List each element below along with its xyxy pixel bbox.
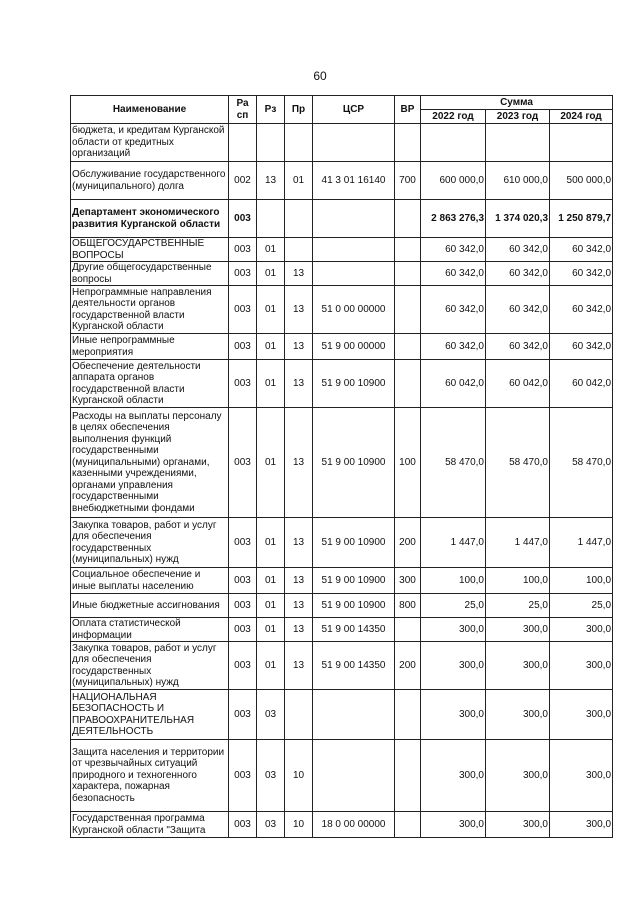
row-sum-2022: 60 342,0	[421, 262, 486, 286]
row-sum-2023: 60 042,0	[486, 360, 550, 408]
row-vr	[395, 334, 421, 360]
row-name: Департамент экономического развития Курганской области	[71, 200, 229, 238]
row-sum-2024: 300,0	[550, 642, 613, 690]
row-sum-2022: 2 863 276,3	[421, 200, 486, 238]
row-rasp: 003	[229, 518, 257, 568]
row-sum-2024: 60 042,0	[550, 360, 613, 408]
row-vr: 200	[395, 518, 421, 568]
row-name: Оплата статистической информации	[71, 618, 229, 642]
row-vr: 800	[395, 594, 421, 618]
table-row	[71, 238, 613, 262]
row-name: Иные бюджетные ассигнования	[71, 594, 229, 618]
row-pr: 13	[285, 286, 313, 334]
row-pr: 10	[285, 812, 313, 838]
row-vr	[395, 238, 421, 262]
row-rasp: 003	[229, 408, 257, 518]
row-vr: 100	[395, 408, 421, 518]
row-sum-2024: 300,0	[550, 812, 613, 838]
row-sum-2023: 60 342,0	[486, 286, 550, 334]
table-row	[71, 690, 613, 740]
row-sum-2024: 25,0	[550, 594, 613, 618]
row-vr	[395, 740, 421, 812]
page-number: 60	[313, 69, 327, 83]
row-rz: 01	[257, 642, 285, 690]
row-sum-2024: 100,0	[550, 568, 613, 594]
table-row	[71, 162, 613, 200]
header-rasp: Ра сп	[229, 96, 257, 124]
header-name: Наименование	[71, 96, 229, 124]
row-rz: 01	[257, 568, 285, 594]
row-pr: 13	[285, 262, 313, 286]
row-csr: 51 9 00 14350	[313, 618, 395, 642]
row-vr	[395, 812, 421, 838]
table-row	[71, 334, 613, 360]
row-rz: 01	[257, 360, 285, 408]
row-sum-2023: 300,0	[486, 618, 550, 642]
row-csr: 51 9 00 00000	[313, 334, 395, 360]
row-pr: 13	[285, 618, 313, 642]
row-vr	[395, 690, 421, 740]
row-vr	[395, 200, 421, 238]
row-csr	[313, 740, 395, 812]
row-sum-2024: 1 447,0	[550, 518, 613, 568]
row-rasp: 003	[229, 740, 257, 812]
row-pr	[285, 124, 313, 162]
row-rasp: 003	[229, 812, 257, 838]
row-sum-2022: 300,0	[421, 740, 486, 812]
row-sum-2022: 60 342,0	[421, 238, 486, 262]
row-rasp: 003	[229, 568, 257, 594]
row-rasp: 003	[229, 334, 257, 360]
table-row	[71, 618, 613, 642]
row-csr: 18 0 00 00000	[313, 812, 395, 838]
row-pr: 13	[285, 360, 313, 408]
row-rz: 01	[257, 408, 285, 518]
row-sum-2022: 60 342,0	[421, 334, 486, 360]
table-row	[71, 518, 613, 568]
row-name: бюджета, и кредитам Курганской области от кредитных организаций	[71, 124, 229, 162]
row-csr	[313, 124, 395, 162]
row-sum-2022: 300,0	[421, 642, 486, 690]
row-name: НАЦИОНАЛЬНАЯ БЕЗОПАСНОСТЬ И ПРАВООХРАНИТЕЛЬНАЯ ДЕЯТЕЛЬНОСТЬ	[71, 690, 229, 740]
row-sum-2024: 60 342,0	[550, 238, 613, 262]
table-row	[71, 594, 613, 618]
row-rz: 01	[257, 238, 285, 262]
row-name: Обеспечение деятельности аппарата органов государственной власти Курганской области	[71, 360, 229, 408]
row-csr	[313, 200, 395, 238]
row-sum-2023: 58 470,0	[486, 408, 550, 518]
row-csr: 51 9 00 10900	[313, 518, 395, 568]
row-pr: 13	[285, 408, 313, 518]
row-rz: 01	[257, 286, 285, 334]
row-sum-2022: 58 470,0	[421, 408, 486, 518]
row-sum-2022: 300,0	[421, 690, 486, 740]
row-rz: 03	[257, 812, 285, 838]
header-year-2022: 2022 год	[421, 110, 486, 124]
row-csr	[313, 690, 395, 740]
row-rz: 01	[257, 594, 285, 618]
row-sum-2022: 25,0	[421, 594, 486, 618]
row-name: Обслуживание государственного (муниципального) долга	[71, 162, 229, 200]
row-sum-2023: 300,0	[486, 642, 550, 690]
row-rasp: 003	[229, 286, 257, 334]
row-sum-2024	[550, 124, 613, 162]
row-name: ОБЩЕГОСУДАРСТВЕННЫЕ ВОПРОСЫ	[71, 238, 229, 262]
table-row	[71, 408, 613, 518]
row-name: Защита населения и территории от чрезвычайных ситуаций природного и техногенного характера, пожарная безопасность	[71, 740, 229, 812]
row-sum-2024: 500 000,0	[550, 162, 613, 200]
row-name: Социальное обеспечение и иные выплаты населению	[71, 568, 229, 594]
row-sum-2022: 1 447,0	[421, 518, 486, 568]
row-vr	[395, 618, 421, 642]
row-sum-2024: 60 342,0	[550, 262, 613, 286]
row-rz: 03	[257, 740, 285, 812]
row-sum-2022: 60 342,0	[421, 286, 486, 334]
row-sum-2022: 60 042,0	[421, 360, 486, 408]
header-pr: Пр	[285, 96, 313, 124]
row-sum-2023: 300,0	[486, 740, 550, 812]
row-sum-2023: 610 000,0	[486, 162, 550, 200]
header-csr: ЦСР	[313, 96, 395, 124]
row-sum-2022: 300,0	[421, 812, 486, 838]
row-pr: 10	[285, 740, 313, 812]
table-row	[71, 286, 613, 334]
row-csr: 51 9 00 10900	[313, 408, 395, 518]
header-rz: Рз	[257, 96, 285, 124]
row-pr: 13	[285, 518, 313, 568]
row-rz	[257, 124, 285, 162]
row-vr: 300	[395, 568, 421, 594]
header-sum: Сумма	[421, 96, 613, 110]
row-rasp: 003	[229, 262, 257, 286]
row-rz: 01	[257, 518, 285, 568]
table-row	[71, 124, 613, 162]
row-rz: 13	[257, 162, 285, 200]
row-sum-2023: 1 447,0	[486, 518, 550, 568]
row-sum-2023: 1 374 020,3	[486, 200, 550, 238]
row-csr	[313, 238, 395, 262]
row-rz	[257, 200, 285, 238]
row-sum-2024: 1 250 879,7	[550, 200, 613, 238]
row-sum-2023	[486, 124, 550, 162]
row-sum-2024: 300,0	[550, 618, 613, 642]
row-sum-2023: 300,0	[486, 812, 550, 838]
row-sum-2023: 60 342,0	[486, 334, 550, 360]
row-csr	[313, 262, 395, 286]
row-pr: 13	[285, 642, 313, 690]
table-row	[71, 812, 613, 838]
row-sum-2024: 58 470,0	[550, 408, 613, 518]
row-pr	[285, 200, 313, 238]
budget-table	[70, 95, 613, 838]
row-sum-2023: 60 342,0	[486, 262, 550, 286]
row-pr	[285, 238, 313, 262]
row-rasp	[229, 124, 257, 162]
row-vr	[395, 124, 421, 162]
row-csr: 41 3 01 16140	[313, 162, 395, 200]
row-rasp: 003	[229, 200, 257, 238]
row-rasp: 003	[229, 618, 257, 642]
header-year-2023: 2023 год	[486, 110, 550, 124]
table-row	[71, 200, 613, 238]
row-name: Другие общегосударственные вопросы	[71, 262, 229, 286]
row-pr: 13	[285, 568, 313, 594]
row-csr: 51 9 00 10900	[313, 568, 395, 594]
row-vr: 200	[395, 642, 421, 690]
row-sum-2024: 60 342,0	[550, 286, 613, 334]
row-name: Закупка товаров, работ и услуг для обеспечения государственных (муниципальных) нужд	[71, 518, 229, 568]
row-vr	[395, 360, 421, 408]
row-csr: 51 0 00 00000	[313, 286, 395, 334]
row-name: Государственная программа Курганской области "Защита	[71, 812, 229, 838]
row-pr	[285, 690, 313, 740]
row-vr	[395, 286, 421, 334]
row-sum-2024: 300,0	[550, 690, 613, 740]
table-row	[71, 360, 613, 408]
row-name: Закупка товаров, работ и услуг для обеспечения государственных (муниципальных) нужд	[71, 642, 229, 690]
row-sum-2023: 100,0	[486, 568, 550, 594]
row-rasp: 003	[229, 690, 257, 740]
row-vr: 700	[395, 162, 421, 200]
table-row	[71, 642, 613, 690]
row-csr: 51 9 00 10900	[313, 360, 395, 408]
row-pr: 13	[285, 594, 313, 618]
row-rasp: 003	[229, 594, 257, 618]
row-sum-2022: 300,0	[421, 618, 486, 642]
table-row	[71, 740, 613, 812]
row-csr: 51 9 00 14350	[313, 642, 395, 690]
row-sum-2023: 60 342,0	[486, 238, 550, 262]
row-sum-2023: 300,0	[486, 690, 550, 740]
row-rasp: 002	[229, 162, 257, 200]
row-rasp: 003	[229, 238, 257, 262]
header-vr: ВР	[395, 96, 421, 124]
row-sum-2023: 25,0	[486, 594, 550, 618]
row-pr: 01	[285, 162, 313, 200]
table-row	[71, 568, 613, 594]
row-rasp: 003	[229, 642, 257, 690]
row-rasp: 003	[229, 360, 257, 408]
row-sum-2022	[421, 124, 486, 162]
header-year-2024: 2024 год	[550, 110, 613, 124]
row-rz: 01	[257, 334, 285, 360]
row-name: Иные непрограммные мероприятия	[71, 334, 229, 360]
row-sum-2022: 100,0	[421, 568, 486, 594]
row-name: Непрограммные направления деятельности органов государственной власти Курганской области	[71, 286, 229, 334]
table-row	[71, 262, 613, 286]
row-rz: 01	[257, 262, 285, 286]
row-vr	[395, 262, 421, 286]
row-name: Расходы на выплаты персоналу в целях обеспечения выполнения функций государственными (муниципальными) органами, казенными учреждениями, органами управления государственными внебюджетными фондами	[71, 408, 229, 518]
row-pr: 13	[285, 334, 313, 360]
row-csr: 51 9 00 10900	[313, 594, 395, 618]
row-rz: 01	[257, 618, 285, 642]
row-sum-2022: 600 000,0	[421, 162, 486, 200]
row-rz: 03	[257, 690, 285, 740]
row-sum-2024: 60 342,0	[550, 334, 613, 360]
row-sum-2024: 300,0	[550, 740, 613, 812]
